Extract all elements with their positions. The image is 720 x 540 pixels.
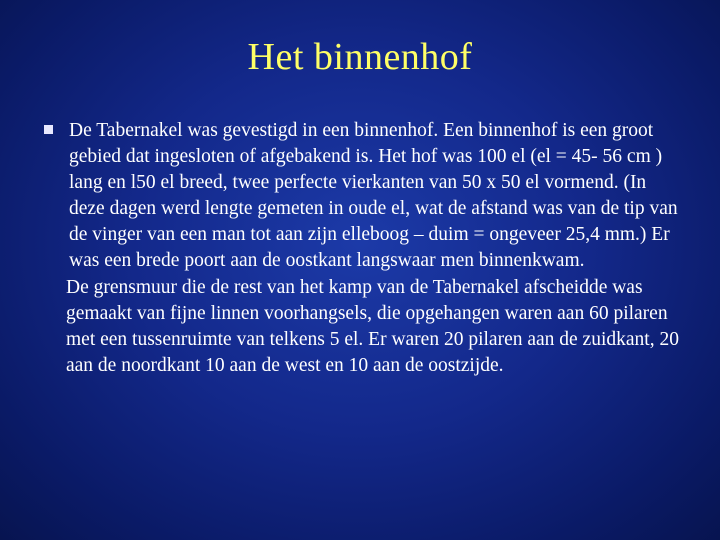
- square-bullet-icon: [44, 125, 53, 134]
- bullet-text: De Tabernakel was gevestigd in een binnenhof. Een binnenhof is een groot gebied dat ingesloten of afgebakend is. Het hof was 100 el (el = 45- 56 cm ) lang en l50 el breed, twee perfecte vierkanten van 50 x 50 el vormend. (In deze dagen werd lengte gemeten in oude el, wat de afstand was van de tip van de vinger van een man tot aan zijn elleboog – duim = ongeveer 25,4 mm.) Er was een brede poort aan de oostkant langswaar men binnenkwam.: [69, 120, 678, 272]
- continuation-text: De grensmuur die de rest van het kamp van de Tabernakel afscheidde was gemaakt van fijne linnen voorhangsels, die opgehangen waren aan 60 pilaren met een tussenruimte van telkens 5 el. Er waren 20 pilaren aan de zuidkant, 20 aan de noordkant 10 aan de west en 10 aan de oostzijde.: [66, 276, 679, 376]
- slide-title: Het binnenhof: [247, 36, 473, 78]
- slide-body: [40, 118, 680, 379]
- bullet-item: [40, 118, 680, 275]
